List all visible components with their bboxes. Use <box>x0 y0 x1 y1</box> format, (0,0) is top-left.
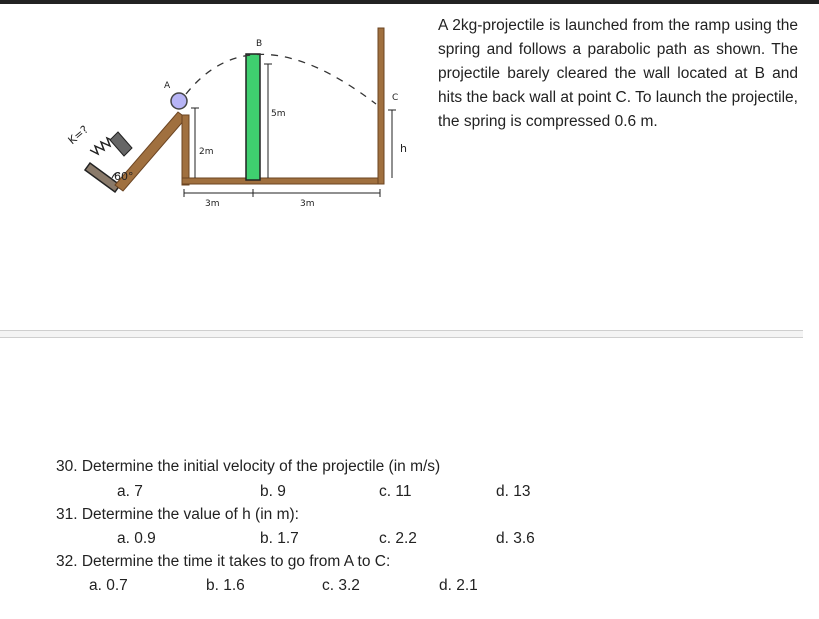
question-31-option-c: c. 2.2 <box>379 530 417 547</box>
question-31-option-a: a. 0.9 <box>117 530 156 547</box>
question-31-option-b: b. 1.7 <box>260 530 299 547</box>
projectile-ball <box>171 93 187 109</box>
question-31-option-d: d. 3.6 <box>496 530 535 547</box>
question-31-stem: 31. Determine the value of h (in m): <box>56 506 299 523</box>
label-a: A <box>164 81 171 91</box>
question-32-option-d: d. 2.1 <box>439 577 478 594</box>
section-divider <box>0 330 803 338</box>
question-30-stem: 30. Determine the initial velocity of the projectile (in m/s) <box>56 458 441 475</box>
question-32-option-b: b. 1.6 <box>206 577 245 594</box>
question-32-stem: 32. Determine the time it takes to go from A to C: <box>56 553 391 570</box>
projectile-figure <box>60 20 420 220</box>
label-h: h <box>400 142 407 155</box>
label-3m-left: 3m <box>205 199 220 209</box>
label-angle: 60° <box>114 170 134 183</box>
label-5m: 5m <box>271 109 286 119</box>
question-30-option-d: d. 13 <box>496 483 531 500</box>
label-2m: 2m <box>199 147 214 157</box>
ground <box>182 178 382 184</box>
label-3m-right: 3m <box>300 199 315 209</box>
question-30-option-c: c. 11 <box>379 483 412 500</box>
question-32-option-c: c. 3.2 <box>322 577 360 594</box>
figure-svg <box>60 20 420 220</box>
question-32-option-a: a. 0.7 <box>89 577 128 594</box>
back-wall <box>378 28 384 184</box>
spring-plunger <box>110 132 132 156</box>
top-border <box>0 0 819 4</box>
wall-b <box>246 54 260 180</box>
label-c: C <box>392 93 399 103</box>
trajectory-path <box>186 54 376 104</box>
label-k: K=? <box>65 122 91 148</box>
label-b: B <box>256 39 263 49</box>
ramp-post <box>182 115 189 185</box>
question-30-option-a: a. 7 <box>117 483 143 500</box>
problem-statement: A 2kg-projectile is launched from the ramp using the spring and follows a parabolic path as shown. The projectile barely cleared the wall located at B and hits the back wall at point C. To launch the projectile, the spring is compressed 0.6 m. <box>438 17 798 130</box>
question-30-option-b: b. 9 <box>260 483 286 500</box>
